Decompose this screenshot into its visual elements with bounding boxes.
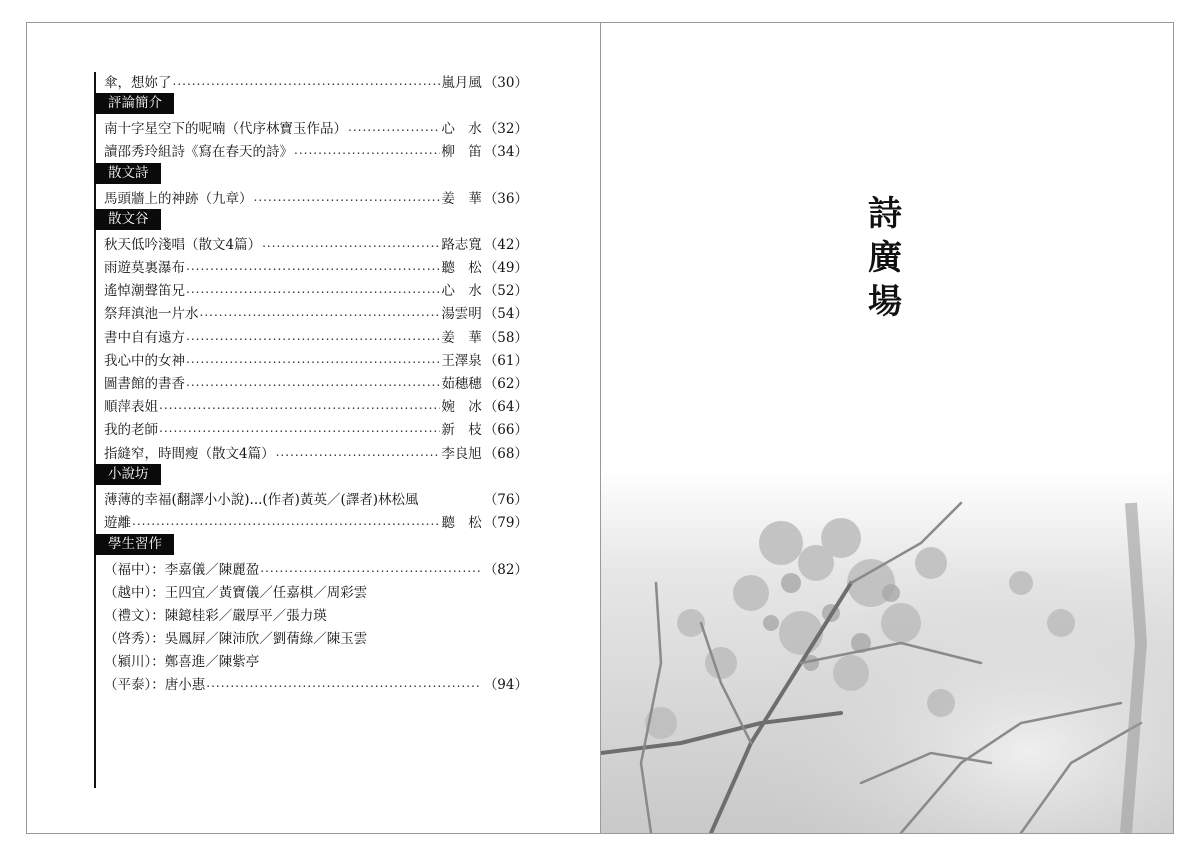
toc-entry bbox=[104, 347, 528, 370]
toc-entry bbox=[104, 255, 528, 278]
section-heading-label: 學生習作 bbox=[94, 534, 174, 555]
entry-author: 茹穗穗 bbox=[441, 376, 482, 393]
entry-title: 南十字星空下的呢喃（代序林寶玉作品） bbox=[104, 120, 347, 137]
section-heading bbox=[94, 533, 528, 556]
entry-author: 王澤泉 bbox=[441, 352, 482, 369]
entry-page: （82） bbox=[483, 561, 528, 578]
entry-page: （30） bbox=[483, 74, 528, 91]
title-char: 詩 bbox=[868, 194, 902, 234]
entry-page: （49） bbox=[483, 260, 528, 277]
toc-sections bbox=[104, 92, 528, 695]
section-heading-label: 小說坊 bbox=[94, 464, 161, 485]
entry-page: （66） bbox=[483, 422, 528, 439]
entry-title: 指縫窄，時間瘦（散文4篇） bbox=[104, 445, 275, 462]
entry-author: 李良旭 bbox=[441, 445, 482, 462]
entry-page: （32） bbox=[483, 120, 528, 137]
entry-author: 心 水 bbox=[441, 120, 482, 137]
toc-entry bbox=[104, 324, 528, 347]
title-char: 場 bbox=[868, 282, 902, 322]
leader-dots bbox=[276, 445, 441, 459]
section-heading-label: 散文谷 bbox=[94, 209, 161, 230]
leader-dots bbox=[262, 236, 440, 250]
entry-page: （36） bbox=[483, 190, 528, 207]
toc-entry bbox=[104, 602, 528, 625]
entry-page: （42） bbox=[483, 236, 528, 253]
entry-title: 遙悼潮聲笛兄 bbox=[104, 283, 185, 300]
leader-dots bbox=[159, 398, 440, 412]
toc-entry bbox=[104, 510, 528, 533]
entry-title: 薄薄的幸福(翻譯小小說)...(作者)黃英／(譯者)林松風 bbox=[104, 491, 419, 508]
entry-title: 遊離 bbox=[104, 515, 131, 532]
entry-title: 讀邵秀玲組詩《寫在春天的詩》 bbox=[104, 144, 293, 161]
entry-author: 柳 笛 bbox=[441, 144, 482, 161]
entry-author: 姜 華 bbox=[441, 329, 482, 346]
toc-entry bbox=[104, 556, 528, 579]
leader-dots bbox=[254, 190, 441, 204]
entry-page: （94） bbox=[483, 677, 528, 694]
entry-title: 圖書館的書香 bbox=[104, 376, 185, 393]
section-heading-label: 散文詩 bbox=[94, 163, 161, 184]
leader-dots bbox=[186, 329, 440, 343]
entry-title: 我心中的女神 bbox=[104, 352, 185, 369]
entry-title: （越中）：王四宜／黃寶儀／任嘉棋／周彩雲 bbox=[104, 584, 368, 601]
entry-page: （76） bbox=[483, 491, 528, 508]
entry-author: 聽 松 bbox=[441, 515, 482, 532]
leader-dots bbox=[132, 514, 440, 528]
entry-title: （潁川）：鄭喜進／陳紫亭 bbox=[104, 654, 260, 671]
section-heading bbox=[94, 463, 528, 486]
toc-entry bbox=[104, 486, 528, 509]
entry-author: 湯雲明 bbox=[441, 306, 482, 323]
toc-entry bbox=[104, 69, 528, 92]
toc-entry bbox=[104, 649, 528, 672]
entry-page: （79） bbox=[483, 515, 528, 532]
entry-title: 祭拜滇池一片水 bbox=[104, 306, 199, 323]
toc-entry bbox=[104, 231, 528, 254]
section-divider-page bbox=[601, 23, 1173, 833]
table-of-contents bbox=[104, 69, 528, 695]
section-heading bbox=[94, 162, 528, 185]
leader-dots bbox=[294, 143, 440, 157]
entry-title: 我的老師 bbox=[104, 422, 158, 439]
leader-dots bbox=[186, 282, 440, 296]
toc-entry bbox=[104, 626, 528, 649]
toc-entry bbox=[104, 440, 528, 463]
entry-author: 路志寬 bbox=[441, 236, 482, 253]
entry-title: 馬頭牆上的神跡（九章） bbox=[104, 190, 253, 207]
cherry-blossom-photo bbox=[601, 23, 1173, 833]
entry-author: 姜 華 bbox=[441, 190, 482, 207]
leader-dots bbox=[186, 259, 440, 273]
toc-entry bbox=[104, 417, 528, 440]
leader-dots bbox=[200, 305, 441, 319]
entry-title: （禮文）：陳鐿桂彩／嚴厚平／張力瑛 bbox=[104, 607, 327, 624]
toc-entry bbox=[104, 115, 528, 138]
entry-page: （52） bbox=[483, 283, 528, 300]
entry-author: 嵐月風 bbox=[441, 74, 482, 91]
entry-title: 書中自有遠方 bbox=[104, 329, 185, 346]
entry-title: （平泰）：唐小惠 bbox=[104, 677, 206, 694]
leader-dots bbox=[348, 120, 440, 134]
toc-entry bbox=[104, 278, 528, 301]
entry-page: （58） bbox=[483, 329, 528, 346]
leader-dots bbox=[159, 421, 440, 435]
entry-title: 順萍表姐 bbox=[104, 399, 158, 416]
entry-page: （34） bbox=[483, 144, 528, 161]
entry-author: 新 枝 bbox=[441, 422, 482, 439]
leader-dots bbox=[186, 352, 440, 366]
toc-entry bbox=[104, 301, 528, 324]
entry-author: 心 水 bbox=[441, 283, 482, 300]
entry-author: 婉 冰 bbox=[441, 399, 482, 416]
entry-author: 聽 松 bbox=[441, 260, 482, 277]
toc-entry bbox=[104, 579, 528, 602]
leader-dots bbox=[260, 561, 481, 575]
entry-page: （68） bbox=[483, 445, 528, 462]
leader-dots bbox=[173, 74, 441, 88]
chapter-title bbox=[860, 192, 910, 324]
entry-page: （61） bbox=[483, 352, 528, 369]
leader-dots bbox=[206, 676, 481, 690]
toc-entry bbox=[104, 139, 528, 162]
title-char: 廣 bbox=[868, 238, 902, 278]
entry-title: 傘，想妳了 bbox=[104, 74, 172, 91]
entry-page: （64） bbox=[483, 399, 528, 416]
leader-dots bbox=[186, 375, 440, 389]
toc-entry bbox=[104, 394, 528, 417]
entry-title: 雨遊莫裏瀑布 bbox=[104, 260, 185, 277]
entry-title: 秋天低吟淺唱（散文4篇） bbox=[104, 236, 262, 253]
entry-page: （54） bbox=[483, 306, 528, 323]
toc-entry bbox=[104, 672, 528, 695]
toc-entry bbox=[104, 185, 528, 208]
section-heading bbox=[94, 208, 528, 231]
entry-title: （啓秀）：吳鳳屛／陳沛欣／劉蒨綠／陳玉雲 bbox=[104, 631, 368, 648]
entry-page: （62） bbox=[483, 376, 528, 393]
entry-title: （福中）：李嘉儀／陳麗盈 bbox=[104, 561, 260, 578]
section-heading-label: 評論簡介 bbox=[94, 93, 174, 114]
section-heading bbox=[94, 92, 528, 115]
toc-entry bbox=[104, 370, 528, 393]
